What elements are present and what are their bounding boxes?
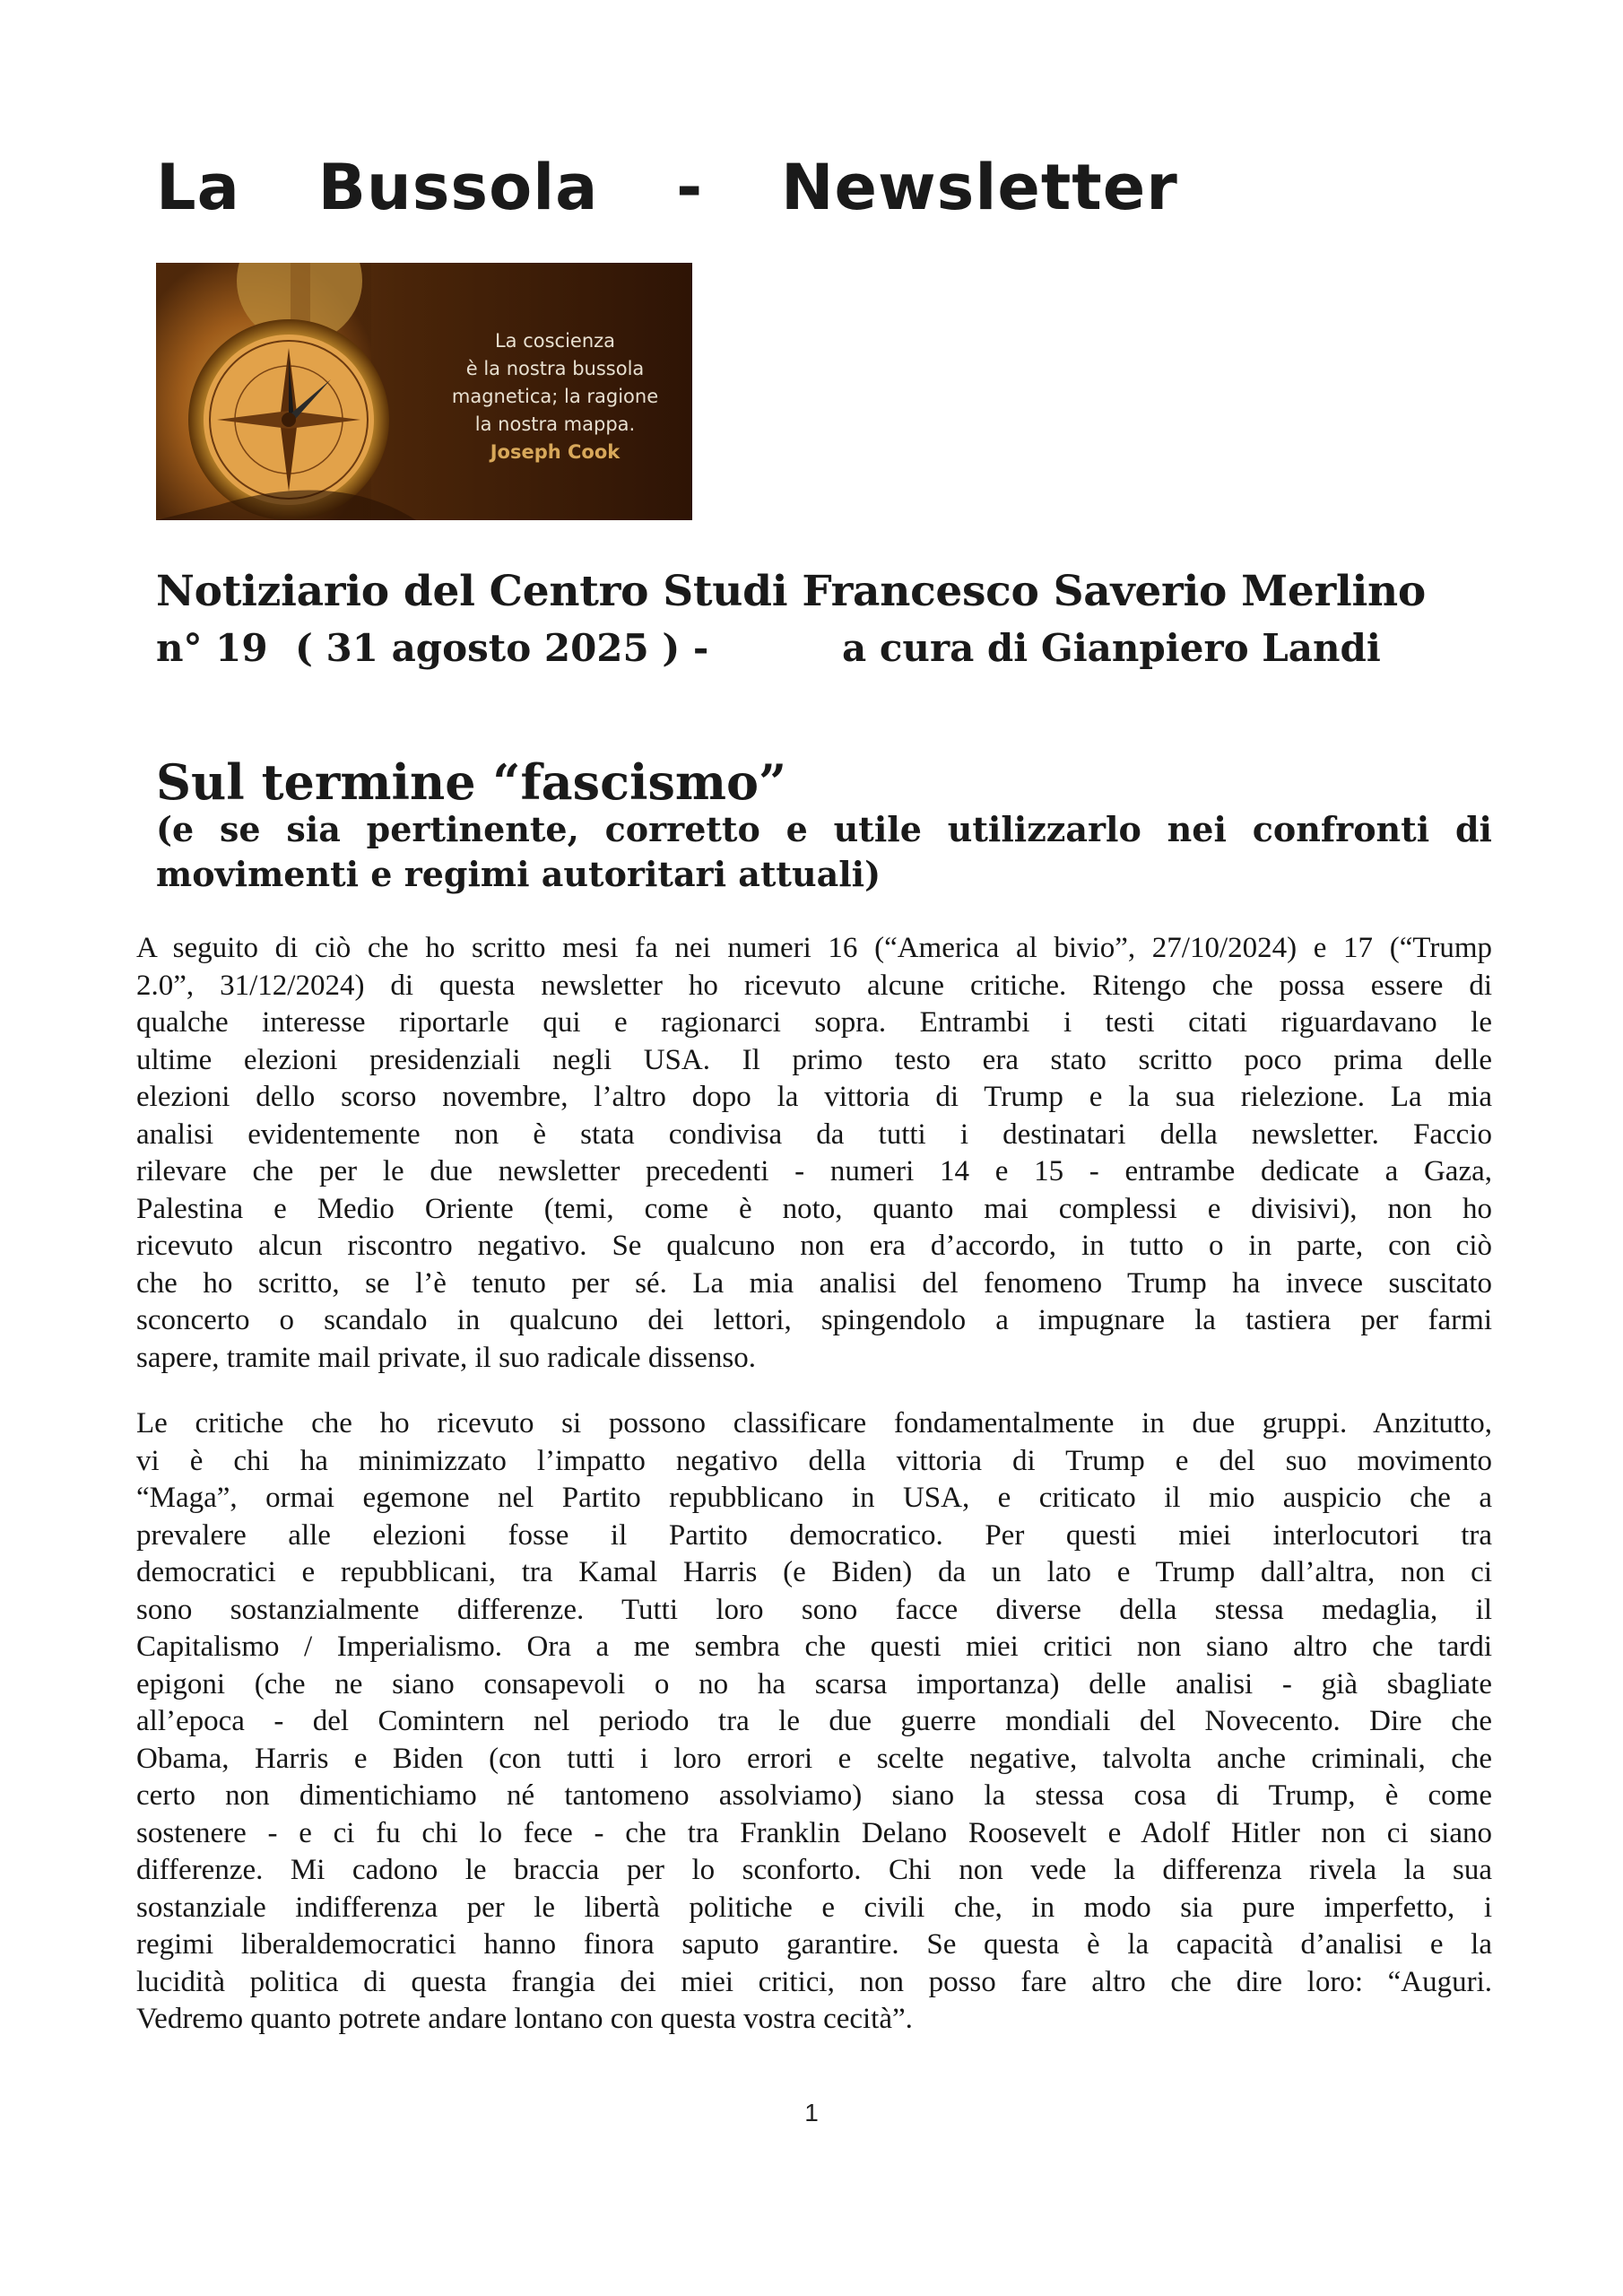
text-line: regimi liberaldemocratici hanno finora saputo garantire. Se questa è la capacità d’analisi e la [136, 1928, 1492, 1961]
text-line: Palestina e Medio Oriente (temi, come è noto, quanto mai complessi e divisivi), non ho [136, 1192, 1492, 1225]
text-line: ricevuto alcun riscontro negativo. Se qualcuno non era d’accordo, in tutto o in parte, con ciò [136, 1230, 1492, 1262]
text-line: certo non dimentichiamo né tantomeno assolviamo) siano la stessa cosa di Trump, è come [136, 1779, 1492, 1812]
issue-date: ( 31 agosto 2025 ) - [295, 626, 709, 670]
text-line: epigoni (che ne siano consapevoli o no ha scarsa importanza) delle analisi - già sbagliate [136, 1667, 1492, 1700]
editor-credit: a cura di Gianpiero Landi [842, 626, 1381, 670]
body-paragraph [136, 930, 1492, 1377]
text-line: democratici e repubblicani, tra Kamal Harris (e Biden) da un lato e Trump dall’altra, non ci [136, 1556, 1492, 1588]
body-paragraph [136, 1405, 1492, 2039]
text-line: sconcerto o scandalo in qualcuno dei lettori, spingendolo a impugnare la tastiera per farmi [136, 1304, 1492, 1336]
article-title: Sul termine “fascismo” [156, 753, 787, 811]
text-line: rilevare che per le due newsletter precedenti - numeri 14 e 15 - entrambe dedicate a Gaza, [136, 1155, 1492, 1187]
text-line: “Maga”, ormai egemone nel Partito repubblicano in USA, e criticato il mio auspicio che a [136, 1482, 1492, 1514]
issue-number: n° 19 [156, 626, 268, 670]
text-line: 2.0”, 31/12/2024) di questa newsletter ho ricevuto alcune critiche. Ritengo che possa essere di [136, 969, 1492, 1002]
issue-info [156, 626, 1411, 680]
banner-image [156, 263, 692, 520]
publisher-line: Notiziario del Centro Studi Francesco Saverio Merlino [156, 567, 1426, 616]
banner-quote [425, 327, 685, 466]
text-line: sono sostanzialmente differenze. Tutti loro sono facce diverse della stessa medaglia, il [136, 1593, 1492, 1626]
text-line: Capitalismo / Imperialismo. Ora a me sembra che questi miei critici non siano altro che tardi [136, 1631, 1492, 1663]
text-line: prevalere alle elezioni fosse il Partito democratico. Per questi miei interlocutori tra [136, 1518, 1492, 1552]
text-line: che ho scritto, se l’è tenuto per sé. La mia analisi del fenomeno Trump ha invece suscitato [136, 1266, 1492, 1300]
quote-line: magnetica; la ragione [451, 386, 659, 407]
quote-author: Joseph Cook [490, 441, 621, 463]
text-line: sostenere - e ci fu chi lo fece - che tra Franklin Delano Roosevelt e Adolf Hitler non ci siano [136, 1816, 1492, 1849]
text-line: elezioni dello scorso novembre, l’altro dopo la vittoria di Trump e la sua rielezione. La mia [136, 1081, 1492, 1113]
text-line: analisi evidentemente non è stata condivisa da tutti i destinatari della newsletter. Faccio [136, 1118, 1492, 1151]
text-line: ultime elezioni presidenziali negli USA. Il primo testo era stato scritto poco prima delle [136, 1043, 1492, 1076]
subtitle-line: (e se sia pertinente, corretto e utile utilizzarlo nei confronti di [156, 809, 1492, 849]
text-line: Obama, Harris e Biden (con tutti i loro errori e scelte negative, talvolta anche criminali, che [136, 1742, 1492, 1775]
text-line: Vedremo quanto potrete andare lontano con questa vostra cecità”. [136, 2003, 913, 2035]
page-number: 1 [804, 2099, 819, 2126]
text-line: sostanziale indifferenza per le libertà politiche e civili che, in modo sia pure imperfetto, i [136, 1891, 1492, 1924]
text-line: lucidità politica di questa frangia dei miei critici, non posso fare altro che dire loro: “Auguri. [136, 1965, 1492, 1998]
text-line: differenze. Mi cadono le braccia per lo sconforto. Chi non vede la differenza rivela la sua [136, 1854, 1492, 1886]
quote-line: è la nostra bussola [465, 358, 645, 379]
subtitle-line: movimenti e regimi autoritari attuali) [156, 854, 881, 894]
quote-line: la nostra mappa. [474, 413, 636, 435]
text-line: sapere, tramite mail private, il suo radicale dissenso. [136, 1341, 756, 1374]
article-subtitle [156, 807, 1492, 897]
text-line: A seguito di ciò che ho scritto mesi fa nei numeri 16 (“America al bivio”, 27/10/2024) e 17 (“Trump [136, 932, 1492, 964]
text-line: Le critiche che ho ricevuto si possono classificare fondamentalmente in due gruppi. Anzitutto, [136, 1407, 1492, 1439]
text-line: all’epoca - del Comintern nel periodo tra le due guerre mondiali del Novecento. Dire che [136, 1705, 1492, 1737]
text-line: qualche interesse riportarle qui e ragionarci sopra. Entrambi i testi citati riguardavano le [136, 1006, 1492, 1039]
text-line: vi è chi ha minimizzato l’impatto negativo della vittoria di Trump e del suo movimento [136, 1444, 1492, 1477]
quote-line: La coscienza [494, 330, 616, 352]
newsletter-masthead: La Bussola - Newsletter [156, 151, 1178, 224]
